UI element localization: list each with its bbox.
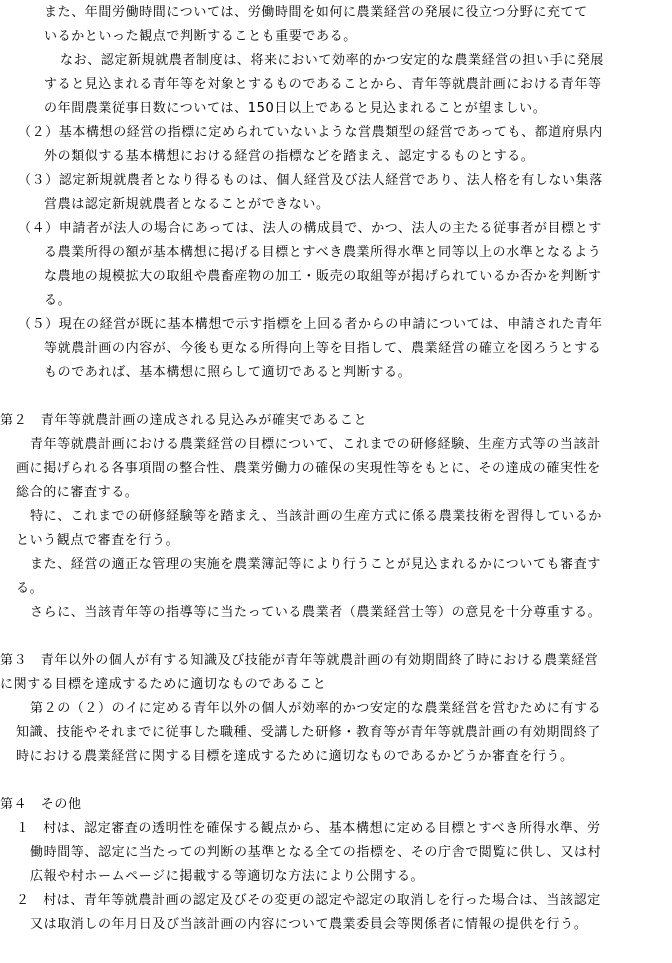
text-line: 時における農業経営に関する目標を達成するために適切なものであるかどうか審査を行う。 — [16, 749, 574, 764]
text-line: １ 村は、認定審査の透明性を確保する観点から、基本構想に定める目標とすべき所得水準、労 — [16, 821, 601, 836]
text-line: さらに、当該青年等の指導等に当たっている農業者（農業経営士等）の意見を十分尊重する。 — [30, 605, 602, 620]
text-line: なお、認定新規就農者制度は、将来において効率的かつ安定的な農業経営の担い手に発展 — [60, 53, 605, 68]
text-line: すると見込まれる青年等を対象とするものであることから、青年等就農計画における青年等 — [44, 77, 602, 92]
text-line: ２ 村は、青年等就農計画の認定及びその変更の認定や認定の取消しを行った場合は、当該認定 — [16, 893, 601, 908]
text-line: また、経営の適正な管理の実施を農業簿記等により行うことが見込まれるかについても審査す — [30, 557, 601, 572]
text-line: 外の類似する基本構想における経営の指標などを踏まえ、認定するものとする。 — [44, 149, 535, 164]
text-line: 第２ 青年等就農計画の達成される見込みが確実であること — [0, 413, 368, 428]
text-line: （５）現在の経営が既に基本構想で示す指標を上回る者からの申請については、申請された青年 — [18, 317, 603, 332]
text-line: 営農は認定新規就農者となることができない。 — [44, 197, 330, 212]
text-line: （２）基本構想の経営の指標に定められていないような営農類型の経営であっても、都道府県内 — [18, 125, 603, 140]
text-line: の年間農業従事日数については、150日以上であると見込まれることが望ましい。 — [44, 101, 547, 116]
text-line: る。 — [44, 293, 72, 308]
text-line: 第３ 青年以外の個人が有する知識及び技能が青年等就農計画の有効期間終了時における農業経営 — [0, 653, 599, 668]
text-line: 又は取消しの年月日及び当該計画の内容について農業委員会等関係者に情報の提供を行う。 — [30, 917, 588, 932]
text-line: ものであれば、基本構想に照らして適切であると判断する。 — [44, 365, 412, 380]
text-line: 知識、技能やそれまでに従事した職種、受講した研修・教育等が青年等就農計画の有効期間終了 — [16, 725, 601, 740]
text-line: な農地の規模拡大の取組や農畜産物の加工・販売の取組等が掲げられているか否かを判断す — [44, 269, 602, 284]
text-line: 青年等就農計画における農業経営の目標について、これまでの研修経験、生産方式等の当該計 — [30, 437, 601, 452]
text-line: 第２の（２）のイに定める青年以外の個人が効率的かつ安定的な農業経営を営むために有する — [30, 701, 602, 716]
text-line: 働時間等、認定に当たっての判断の基準となる全ての指標を、その庁舎で閲覧に供し、又は村 — [30, 845, 602, 860]
text-line: 総合的に審査する。 — [16, 485, 139, 500]
text-line: に関する目標を達成するために適切なものであること — [0, 677, 327, 692]
text-line: いるかといった観点で判断することも重要である。 — [44, 29, 357, 44]
text-line: また、年間労働時間については、労働時間を如何に農業経営の発展に役立つ分野に充てて — [44, 5, 588, 20]
text-line: 広報や村ホームページに掲載する等適切な方法により公開する。 — [30, 869, 425, 884]
text-line: 第４ その他 — [0, 797, 82, 812]
text-line: （４）申請者が法人の場合にあっては、法人の構成員で、かつ、法人の主たる従事者が目標とす — [18, 221, 602, 236]
text-line: という観点で審査を行う。 — [16, 533, 180, 548]
text-line: 画に掲げられる各事項間の整合性、農業労働力の確保の実現性等をもとに、その達成の確実性を — [16, 461, 601, 476]
text-line: 等就農計画の内容が、今後も更なる所得向上等を目指して、農業経営の確立を図ろうとする — [44, 341, 602, 356]
text-line: る農業所得の額が基本構想に掲げる目標とすべき農業所得水準と同等以上の水準となるよう — [44, 245, 602, 260]
text-line: 特に、これまでの研修経験等を踏まえ、当該計画の生産方式に係る農業技術を習得しているか — [30, 509, 602, 524]
text-line: （３）認定新規就農者となり得るものは、個人経営及び法人経営であり、法人格を有しない集落 — [18, 173, 603, 188]
text-line: る。 — [16, 581, 44, 596]
